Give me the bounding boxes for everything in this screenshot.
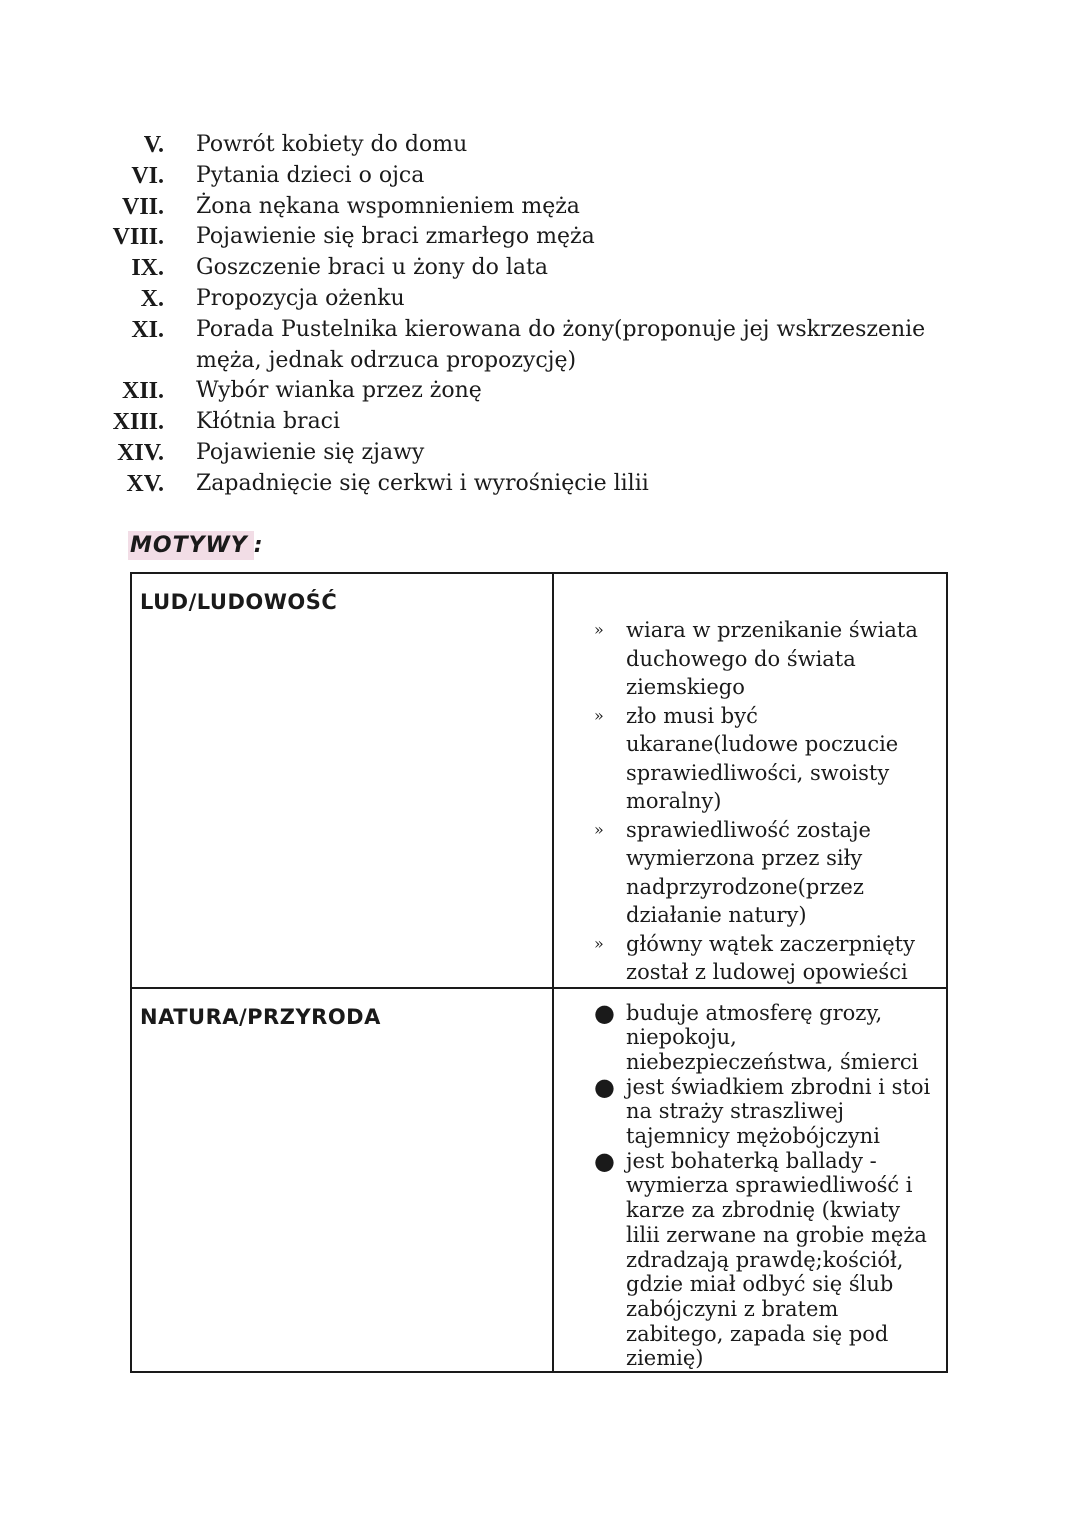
plot-item-text: Porada Pustelnika kierowana do żony(proponuje jej wskrzeszenie męża, jednak odrzuca propozycję) bbox=[196, 316, 926, 373]
plot-item bbox=[100, 253, 980, 284]
plot-item bbox=[100, 192, 980, 223]
plot-item-numeral: XIV. bbox=[117, 439, 164, 466]
motif-point bbox=[594, 1146, 936, 1371]
plot-item-numeral: XI. bbox=[131, 316, 164, 343]
chevron-bullet-icon: » bbox=[594, 933, 604, 953]
motifs-table bbox=[130, 572, 948, 1373]
plot-item-numeral: XIII. bbox=[112, 409, 164, 436]
plot-item-text: Żona nękana wspomnieniem męża bbox=[196, 193, 580, 219]
motifs-heading-colon: : bbox=[253, 533, 263, 558]
plot-item-text: Pojawienie się braci zmarłego męża bbox=[196, 224, 595, 250]
chevron-bullet-icon: » bbox=[594, 705, 604, 725]
plot-item-numeral: VI. bbox=[131, 162, 164, 189]
motif-point bbox=[594, 930, 936, 987]
plot-item bbox=[100, 438, 980, 469]
plot-item bbox=[100, 469, 980, 500]
motif-point bbox=[594, 998, 936, 1075]
motif-point-text: sprawiedliwość zostaje wymierzona przez siły nadprzyrodzone(przez działanie natury) bbox=[626, 817, 871, 927]
dot-bullet-icon: ● bbox=[594, 1072, 615, 1101]
dot-bullet-icon: ● bbox=[594, 1146, 615, 1175]
motif-label: LUD/LUDOWOŚĆ bbox=[131, 573, 553, 988]
plot-item bbox=[100, 222, 980, 253]
motif-points-list bbox=[594, 574, 936, 987]
motif-label: NATURA/PRZYRODA bbox=[131, 988, 553, 1373]
motif-point bbox=[594, 702, 936, 816]
plot-item-numeral: XV. bbox=[126, 470, 164, 497]
motif-point bbox=[594, 816, 936, 930]
plot-item-numeral: IX. bbox=[131, 255, 164, 282]
plot-item-numeral: V. bbox=[143, 132, 164, 158]
plot-item-text: Pojawienie się zjawy bbox=[196, 439, 425, 465]
motif-row bbox=[131, 573, 947, 988]
motif-points-cell bbox=[553, 573, 947, 988]
plot-item-text: Kłótnia braci bbox=[196, 409, 341, 435]
motif-points-list bbox=[594, 989, 936, 1372]
plot-item bbox=[100, 284, 980, 315]
plot-item bbox=[100, 161, 980, 192]
plot-item-text: Zapadnięcie się cerkwi i wyrośnięcie lilii bbox=[196, 470, 649, 496]
plot-item-text: Propozycja ożenku bbox=[196, 285, 405, 311]
motif-point bbox=[594, 616, 936, 702]
plot-item bbox=[100, 407, 980, 438]
motif-point bbox=[594, 1072, 936, 1149]
chevron-bullet-icon: » bbox=[594, 819, 604, 839]
chevron-bullet-icon: » bbox=[594, 620, 604, 639]
plot-item bbox=[100, 315, 980, 377]
plot-item-text: Goszczenie braci u żony do lata bbox=[196, 255, 548, 281]
plot-outline-list bbox=[100, 130, 980, 500]
motifs-heading-text: MOTYWY bbox=[128, 531, 254, 560]
plot-item-numeral: X. bbox=[140, 285, 164, 312]
plot-item-numeral: VIII. bbox=[112, 224, 164, 251]
motif-points-cell bbox=[553, 988, 947, 1373]
plot-item-text: Wybór wianka przez żonę bbox=[196, 378, 482, 404]
dot-bullet-icon: ● bbox=[594, 998, 615, 1027]
plot-item-numeral: VII. bbox=[121, 193, 164, 220]
motif-point-text: jest bohaterką ballady - wymierza sprawiedliwość i karze za zbrodnię (kwiaty lilii zerwane na grobie męża zdradzają prawdę;kościół, gdzie miał odbyć się ślub zabójczyni z bratem zabitego, zapada się pod ziemię) bbox=[626, 1148, 927, 1371]
motif-point-text: buduje atmosferę grozy, niepokoju, niebezpieczeństwa, śmierci bbox=[626, 1000, 919, 1074]
plot-item-numeral: XII. bbox=[121, 378, 164, 405]
plot-item bbox=[100, 130, 980, 161]
plot-item bbox=[100, 376, 980, 407]
motif-point-text: główny wątek zaczerpnięty został z ludowej opowieści bbox=[626, 931, 915, 984]
plot-item-text: Pytania dzieci o ojca bbox=[196, 162, 425, 188]
motif-row bbox=[131, 988, 947, 1373]
motif-point-text: zło musi być ukarane(ludowe poczucie sprawiedliwości, swoisty moralny) bbox=[626, 703, 899, 813]
plot-item-text: Powrót kobiety do domu bbox=[196, 132, 468, 157]
motif-point-text: wiara w przenikanie świata duchowego do świata ziemskiego bbox=[626, 618, 918, 699]
motif-point-text: jest świadkiem zbrodni i stoi na straży straszliwej tajemnicy mężobójczyni bbox=[626, 1074, 931, 1149]
motifs-heading bbox=[128, 533, 263, 558]
